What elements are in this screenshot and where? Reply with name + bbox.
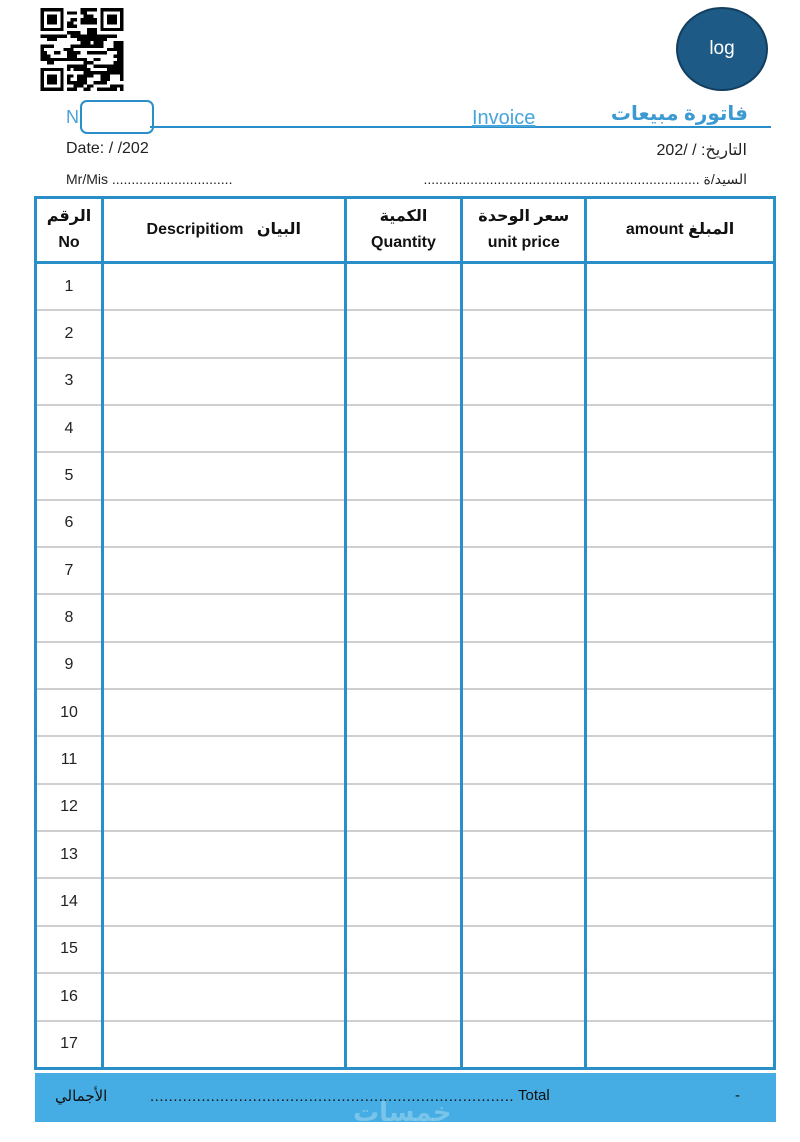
invoice-number-field[interactable]: [80, 100, 154, 134]
invoice-number-label: N: [66, 107, 79, 127]
cell-quantity[interactable]: [345, 310, 462, 357]
cell-description[interactable]: [102, 878, 345, 925]
table-row: [36, 642, 775, 689]
cell-unit-price[interactable]: [462, 642, 586, 689]
invoice-title-ar: فاتورة مبيعات: [610, 103, 748, 125]
table-row: [36, 263, 775, 311]
cell-amount[interactable]: [586, 926, 775, 973]
cell-description[interactable]: [102, 736, 345, 783]
column-header-unit-price-en: unit price: [487, 234, 560, 251]
cell-no: 4: [36, 405, 103, 452]
cell-no: 17: [36, 1021, 103, 1069]
table-row: [36, 547, 775, 594]
column-header-amount-ar: المبلغ: [688, 221, 735, 239]
cell-amount[interactable]: [586, 973, 775, 1020]
cell-description[interactable]: [102, 594, 345, 641]
cell-no: 12: [36, 784, 103, 831]
cell-description[interactable]: [102, 500, 345, 547]
invoice-items-table: [34, 196, 776, 1070]
cell-amount[interactable]: [586, 500, 775, 547]
column-header-no: [36, 198, 103, 263]
logo-text: log: [709, 38, 735, 59]
cell-no: 2: [36, 310, 103, 357]
cell-amount[interactable]: [586, 405, 775, 452]
table-row: [36, 784, 775, 831]
cell-unit-price[interactable]: [462, 263, 586, 311]
cell-quantity[interactable]: [345, 547, 462, 594]
cell-amount[interactable]: [586, 310, 775, 357]
cell-no: 9: [36, 642, 103, 689]
table-row: [36, 405, 775, 452]
cell-no: 14: [36, 878, 103, 925]
cell-quantity[interactable]: [345, 736, 462, 783]
cell-no: 10: [36, 689, 103, 736]
cell-quantity[interactable]: [345, 358, 462, 405]
cell-unit-price[interactable]: [462, 358, 586, 405]
cell-quantity[interactable]: [345, 878, 462, 925]
cell-quantity[interactable]: [345, 973, 462, 1020]
cell-quantity[interactable]: [345, 926, 462, 973]
cell-unit-price[interactable]: [462, 310, 586, 357]
table-header-row: [36, 198, 775, 263]
cell-amount[interactable]: [586, 358, 775, 405]
cell-amount[interactable]: [586, 878, 775, 925]
cell-description[interactable]: [102, 689, 345, 736]
cell-no: 3: [36, 358, 103, 405]
cell-unit-price[interactable]: [462, 452, 586, 499]
column-header-amount: [586, 198, 775, 263]
cell-quantity[interactable]: [345, 405, 462, 452]
column-header-description-ar: البيان: [256, 221, 302, 239]
cell-description[interactable]: [102, 405, 345, 452]
table-row: [36, 452, 775, 499]
cell-unit-price[interactable]: [462, 736, 586, 783]
total-value[interactable]: -: [735, 1087, 740, 1104]
cell-amount[interactable]: [586, 831, 775, 878]
cell-quantity[interactable]: [345, 689, 462, 736]
cell-quantity[interactable]: [345, 500, 462, 547]
cell-amount[interactable]: [586, 452, 775, 499]
table-row: [36, 973, 775, 1020]
cell-no: 7: [36, 547, 103, 594]
table-row: [36, 310, 775, 357]
column-header-unit-price-ar: سعر الوحدة: [478, 208, 570, 226]
column-header-quantity-en: Quantity: [371, 234, 436, 251]
cell-no: 13: [36, 831, 103, 878]
cell-description[interactable]: [102, 263, 345, 311]
column-header-no-ar: الرقم: [46, 208, 92, 226]
cell-unit-price[interactable]: [462, 594, 586, 641]
column-header-amount-en: amount: [625, 221, 684, 239]
cell-description[interactable]: [102, 831, 345, 878]
cell-no: 1: [36, 263, 103, 311]
table-row: [36, 500, 775, 547]
date-field-en[interactable]: Date: / /202: [66, 140, 149, 157]
cell-quantity[interactable]: [345, 1021, 462, 1069]
cell-amount[interactable]: [586, 736, 775, 783]
table-row: [36, 831, 775, 878]
cell-amount[interactable]: [586, 642, 775, 689]
column-header-unit-price: [462, 198, 586, 263]
cell-no: 6: [36, 500, 103, 547]
cell-amount[interactable]: [586, 784, 775, 831]
table-row: [36, 594, 775, 641]
total-label-ar: الأجمالي: [55, 1088, 108, 1105]
cell-description[interactable]: [102, 310, 345, 357]
cell-amount[interactable]: [586, 547, 775, 594]
cell-unit-price[interactable]: [462, 831, 586, 878]
cell-unit-price[interactable]: [462, 405, 586, 452]
total-label-en: Total: [518, 1087, 550, 1104]
company-logo: [676, 7, 768, 91]
qr-code-icon: [37, 8, 127, 91]
cell-description[interactable]: [102, 973, 345, 1020]
table-row: [36, 1021, 775, 1069]
cell-amount[interactable]: [586, 1021, 775, 1069]
date-field-ar[interactable]: التاريخ: / /202: [656, 142, 747, 159]
invoice-title-en: Invoice: [472, 107, 536, 129]
customer-field-en[interactable]: Mr/Mis ...............................: [66, 171, 233, 187]
cell-unit-price[interactable]: [462, 878, 586, 925]
cell-no: 11: [36, 736, 103, 783]
cell-unit-price[interactable]: [462, 973, 586, 1020]
cell-unit-price[interactable]: [462, 926, 586, 973]
column-header-description-en: Descripitiom: [146, 221, 244, 239]
cell-description[interactable]: [102, 926, 345, 973]
cell-unit-price[interactable]: [462, 500, 586, 547]
column-header-quantity-ar: الكمية: [379, 208, 428, 226]
cell-quantity[interactable]: [345, 452, 462, 499]
column-header-no-en: No: [58, 234, 80, 251]
table-row: [36, 736, 775, 783]
table-row: [36, 926, 775, 973]
customer-field-ar[interactable]: السيد/ة .......................................................................: [423, 171, 747, 187]
cell-description[interactable]: [102, 784, 345, 831]
table-row: [36, 689, 775, 736]
cell-amount[interactable]: [586, 689, 775, 736]
cell-no: 15: [36, 926, 103, 973]
cell-amount[interactable]: [586, 594, 775, 641]
cell-amount[interactable]: [586, 263, 775, 311]
cell-description[interactable]: [102, 1021, 345, 1069]
header-divider: [150, 126, 771, 128]
cell-quantity[interactable]: [345, 831, 462, 878]
watermark: خمسات: [353, 1097, 452, 1127]
column-header-description: [102, 198, 345, 263]
column-header-quantity: [345, 198, 462, 263]
table-row: [36, 358, 775, 405]
cell-no: 8: [36, 594, 103, 641]
table-body: [36, 263, 775, 1069]
cell-quantity[interactable]: [345, 594, 462, 641]
cell-unit-price[interactable]: [462, 689, 586, 736]
cell-description[interactable]: [102, 358, 345, 405]
cell-description[interactable]: [102, 642, 345, 689]
total-dots: ..............................................................................: [150, 1088, 515, 1105]
cell-unit-price[interactable]: [462, 547, 586, 594]
cell-description[interactable]: [102, 452, 345, 499]
cell-no: 16: [36, 973, 103, 1020]
cell-quantity[interactable]: [345, 263, 462, 311]
cell-quantity[interactable]: [345, 642, 462, 689]
cell-description[interactable]: [102, 547, 345, 594]
cell-unit-price[interactable]: [462, 784, 586, 831]
total-bar: [35, 1073, 776, 1127]
cell-unit-price[interactable]: [462, 1021, 586, 1069]
table-row: [36, 878, 775, 925]
cell-no: 5: [36, 452, 103, 499]
cell-quantity[interactable]: [345, 784, 462, 831]
